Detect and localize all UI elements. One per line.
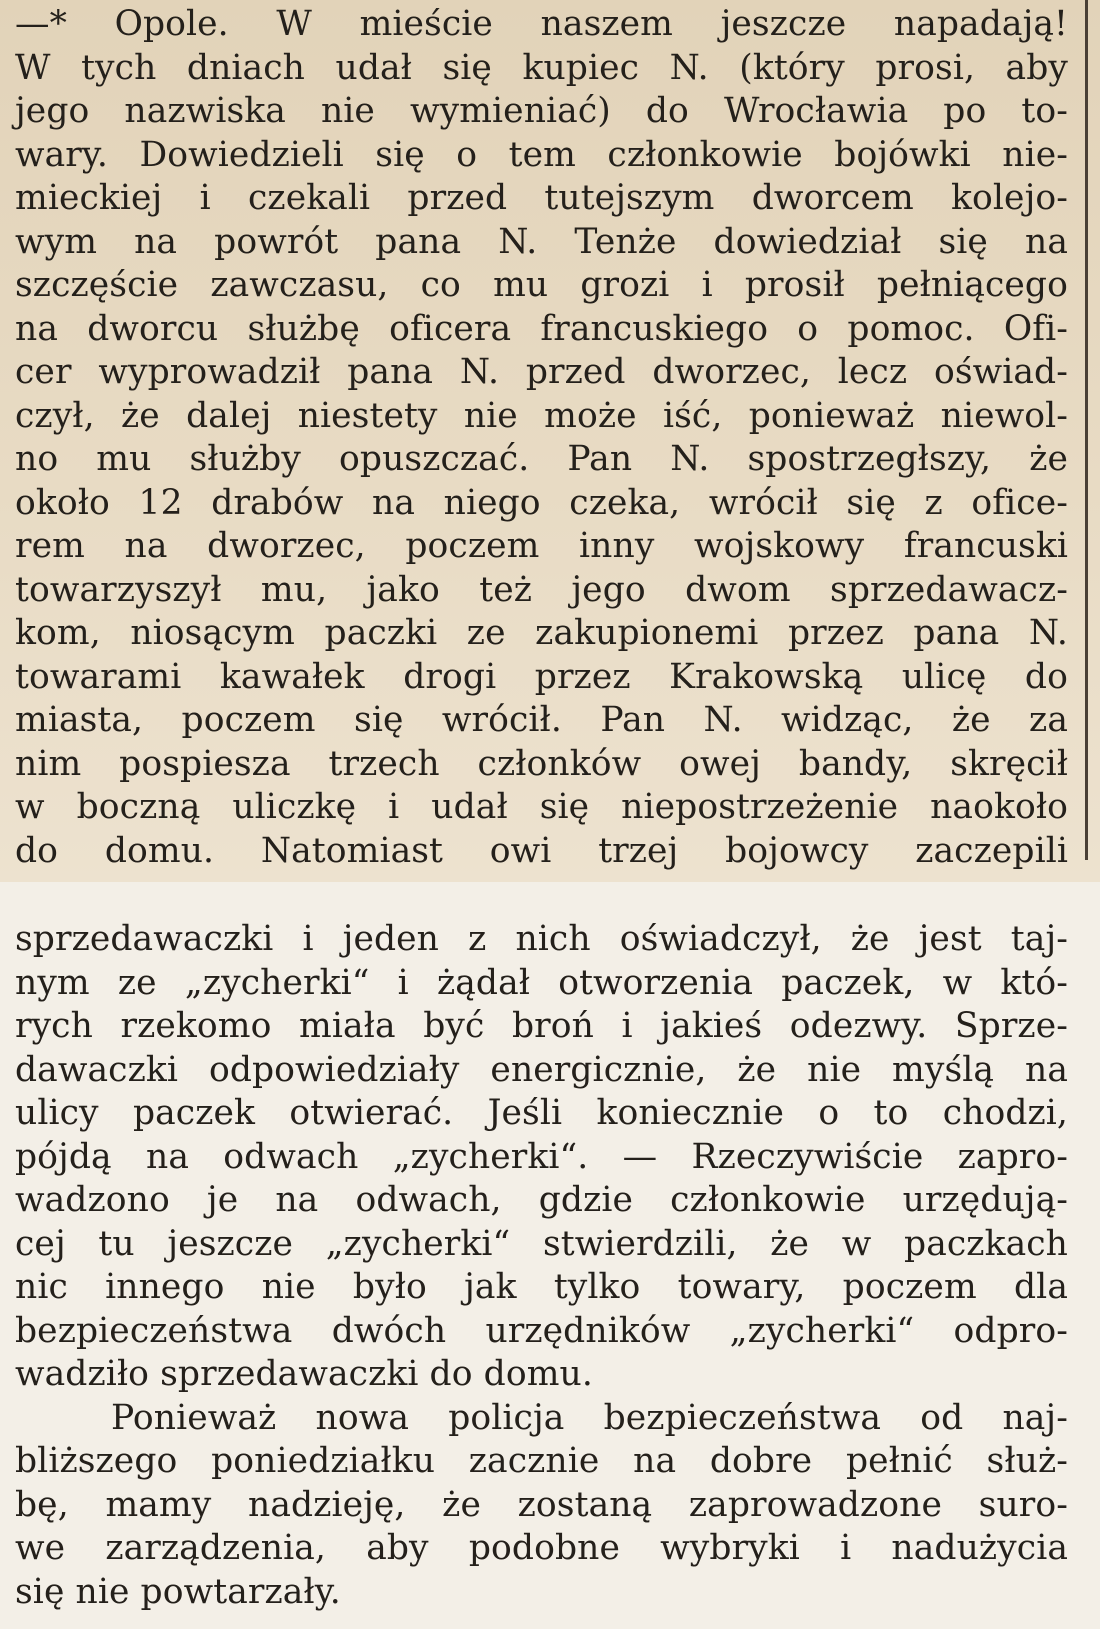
text-line: bliższego poniedziałku zacznie na dobre pełnić służ- [15, 1441, 1068, 1481]
text-line: cej tu jeszcze „zycherki“ stwierdzili, że w paczkach [15, 1223, 1068, 1264]
text-line: wary. Dowiedzieli się o tem członkowie bojówki nie- [15, 134, 1068, 175]
text-line: nic innego nie było jak tylko towary, poczem dla [15, 1267, 1068, 1307]
text-line: czył, że dalej niestety nie może iść, ponieważ niewol- [15, 395, 1068, 436]
text-line: cer wyprowadził pana N. przed dworzec, lecz oświad- [15, 352, 1068, 392]
text-line: no mu służby opuszczać. Pan N. spostrzegłszy, że [15, 439, 1068, 479]
text-line: do domu. Natomiast owi trzej bojowcy zaczepili [15, 830, 1068, 871]
text-line: towarzyszył mu, jako też jego dwom sprzedawacz- [15, 569, 1068, 610]
text-line: się nie powtarzały. [15, 1571, 341, 1612]
text-line: pójdą na odwach „zycherki“. — Rzeczywiście zapro- [15, 1136, 1068, 1177]
text-line: bę, mamy nadzieję, że zostaną zaprowadzone suro- [15, 1484, 1068, 1525]
text-line: około 12 drabów na niego czeka, wrócił się z ofice- [15, 482, 1068, 523]
text-line: rem na dworzec, poczem inny wojskowy francuski [15, 526, 1068, 566]
text-line: ulicy paczek otwierać. Jeśli koniecznie o to chodzi, [15, 1093, 1068, 1133]
text-line: na dworcu służbę oficera francuskiego o pomoc. Ofi- [15, 308, 1068, 349]
text-line: nim pospiesza trzech członków owej bandy, skręcił [15, 743, 1068, 784]
text-line: towarami kawałek drogi przez Krakowską ulicę do [15, 656, 1068, 697]
text-line: W tych dniach udał się kupiec N. (który prosi, aby [15, 47, 1068, 88]
text-line: szczęście zawczasu, co mu grozi i prosił pełniącego [15, 265, 1068, 305]
text-line: jego nazwiska nie wymieniać) do Wrocławia po to- [15, 91, 1068, 131]
text-line: nym ze „zycherki“ i żądał otworzenia paczek, w któ- [15, 962, 1068, 1003]
text-line: we zarządzenia, aby podobne wybryki i nadużycia [15, 1528, 1068, 1568]
text-line: wym na powrót pana N. Tenże dowiedział się na [15, 221, 1068, 262]
text-line: dawaczki odpowiedziały energicznie, że nie myślą na [15, 1049, 1068, 1090]
text-line: wadzono je na odwach, gdzie członkowie urzędują- [15, 1180, 1068, 1220]
text-line: rych rzekomo miała być broń i jakieś odezwy. Sprze- [15, 1006, 1068, 1046]
clipping-bottom [0, 882, 1100, 1629]
text-line: w boczną uliczkę i udał się niepostrzeżenie naokoło [15, 787, 1068, 827]
text-line: miasta, poczem się wrócił. Pan N. widząc, że za [15, 700, 1068, 740]
article-text-part-1 [15, 3, 1068, 873]
article-text-part-2 [15, 918, 1068, 1614]
text-line: bezpieczeństwa dwóch urzędników „zycherki“ odpro- [15, 1310, 1068, 1351]
text-line: sprzedawaczki i jeden z nich oświadczył, że jest taj- [15, 919, 1068, 959]
column-rule [1085, 0, 1088, 860]
text-line: Ponieważ nowa policja bezpieczeństwa od naj- [111, 1397, 1068, 1438]
text-line: mieckiej i czekali przed tutejszym dworcem kolejo- [15, 178, 1068, 218]
text-line: kom, niosącym paczki ze zakupionemi przez pana N. [15, 613, 1068, 653]
text-line: —* Opole. W mieście naszem jeszcze napadają! [15, 4, 1068, 44]
text-line: wadziło sprzedawaczki do domu. [15, 1354, 593, 1394]
